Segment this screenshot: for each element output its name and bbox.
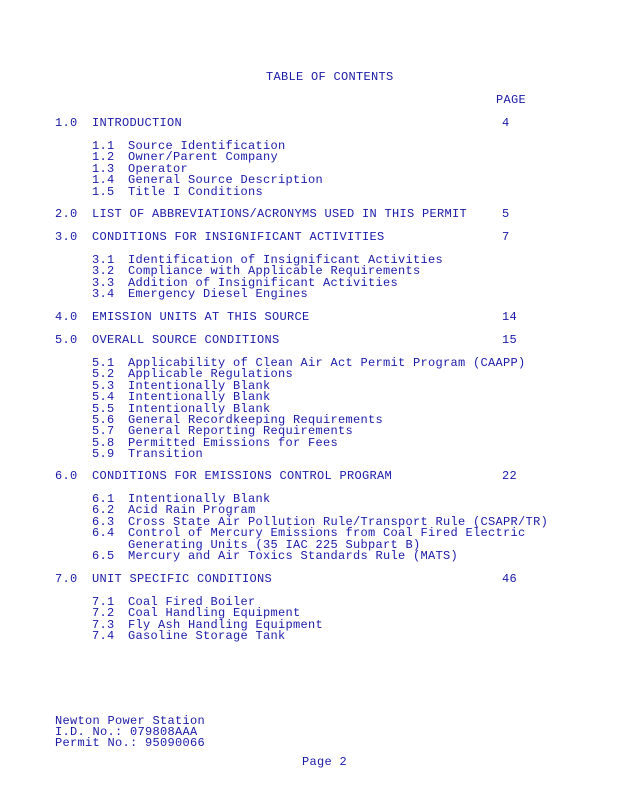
subsection-title: General Reporting Requirements xyxy=(128,424,354,439)
subsection-number: 6.4 xyxy=(92,526,115,541)
section-number: 1.0 xyxy=(55,116,78,130)
subsection-number: 6.1 xyxy=(92,492,115,506)
section-page: 4 xyxy=(502,116,510,130)
subsection-number: 7.3 xyxy=(92,617,115,632)
subsection-title: Title I Conditions xyxy=(128,184,264,199)
subsection-number: 1.2 xyxy=(92,150,115,165)
section-number: 7.0 xyxy=(55,572,78,586)
subsection-title: Emergency Diesel Engines xyxy=(128,287,309,302)
subsection-title: Identification of Insignificant Activities xyxy=(128,253,444,267)
subsection-title: Intentionally Blank xyxy=(128,378,271,393)
footer-permit-no: Permit No.: 95090066 xyxy=(55,736,206,750)
subsection-number: 3.1 xyxy=(92,253,115,267)
subsection-number: 6.3 xyxy=(92,514,115,529)
subsection-title: Operator xyxy=(128,161,189,176)
subsection-number: 6.2 xyxy=(92,503,115,518)
subsection-title: Intentionally Blank xyxy=(128,401,271,416)
subsection-title: Permitted Emissions for Fees xyxy=(128,435,339,450)
section-title: INTRODUCTION xyxy=(92,116,183,130)
section-number: 6.0 xyxy=(55,469,78,483)
subsection-title: Gasoline Storage Tank xyxy=(128,629,286,644)
subsection-number: 7.2 xyxy=(92,606,115,621)
subsection-number: 1.1 xyxy=(92,139,115,153)
subsection-title: Addition of Insignificant Activities xyxy=(128,275,399,290)
section-page: 46 xyxy=(502,572,518,586)
subsection-title: Applicable Regulations xyxy=(128,367,294,382)
subsection-number: 3.2 xyxy=(92,264,115,279)
subsection-number: 5.2 xyxy=(92,367,115,382)
section-title: OVERALL SOURCE CONDITIONS xyxy=(92,333,280,347)
section-number: 5.0 xyxy=(55,333,78,347)
subsection-title: Mercury and Air Toxics Standards Rule (MATS) xyxy=(128,549,459,563)
subsection-title: Cross State Air Pollution Rule/Transport Rule (CSAPR/TR) xyxy=(128,514,549,529)
toc-title: TABLE OF CONTENTS xyxy=(266,70,394,84)
subsection-title: Owner/Parent Company xyxy=(128,150,279,165)
subsection-number: 5.3 xyxy=(92,378,115,393)
section-title: CONDITIONS FOR EMISSIONS CONTROL PROGRAM xyxy=(92,469,393,483)
subsection-number: 3.3 xyxy=(92,275,115,290)
subsection-title: Transition xyxy=(128,447,204,462)
footer-station: Newton Power Station xyxy=(55,714,206,728)
subsection-number: 5.9 xyxy=(92,447,115,462)
subsection-number: 5.8 xyxy=(92,435,115,450)
subsection-number: 1.4 xyxy=(92,173,115,188)
page-column-header: PAGE xyxy=(496,93,527,107)
subsection-title: General Recordkeeping Requirements xyxy=(128,413,384,427)
subsection-number: 5.4 xyxy=(92,390,115,405)
section-title: EMISSION UNITS AT THIS SOURCE xyxy=(92,310,310,324)
subsection-title: Fly Ash Handling Equipment xyxy=(128,617,324,632)
footer-id-no: I.D. No.: 079808AAA xyxy=(55,725,198,739)
subsection-number: 3.4 xyxy=(92,287,115,302)
section-number: 3.0 xyxy=(55,230,78,244)
subsection-title: Intentionally Blank xyxy=(128,492,271,506)
subsection-number: 5.7 xyxy=(92,424,115,439)
section-number: 2.0 xyxy=(55,207,78,221)
section-page: 5 xyxy=(502,207,510,221)
subsection-title: General Source Description xyxy=(128,173,324,188)
footer-page-label: Page 2 xyxy=(302,755,348,769)
subsection-number: 6.5 xyxy=(92,549,115,563)
subsection-title: Acid Rain Program xyxy=(128,503,256,518)
subsection-number: 5.1 xyxy=(92,356,115,370)
subsection-number: 7.1 xyxy=(92,595,115,609)
subsection-number: 5.6 xyxy=(92,413,115,427)
section-title: CONDITIONS FOR INSIGNIFICANT ACTIVITIES xyxy=(92,230,385,244)
subsection-title-cont: Generating Units (35 IAC 225 Subpart B) xyxy=(128,537,421,552)
subsection-title: Coal Handling Equipment xyxy=(128,606,301,621)
section-page: 22 xyxy=(502,469,518,483)
section-page: 14 xyxy=(502,310,518,324)
subsection-title: Applicability of Clean Air Act Permit Program (CAAPP) xyxy=(128,356,526,370)
section-number: 4.0 xyxy=(55,310,78,324)
subsection-title: Control of Mercury Emissions from Coal Fired Electric xyxy=(128,526,526,541)
subsection-title: Intentionally Blank xyxy=(128,390,271,405)
section-title: UNIT SPECIFIC CONDITIONS xyxy=(92,572,273,586)
section-title: LIST OF ABBREVIATIONS/ACRONYMS USED IN THIS PERMIT xyxy=(92,207,468,221)
subsection-number: 5.5 xyxy=(92,401,115,416)
subsection-number: 1.5 xyxy=(92,184,115,199)
subsection-title: Coal Fired Boiler xyxy=(128,595,256,609)
section-page: 15 xyxy=(502,333,518,347)
subsection-title: Compliance with Applicable Requirements xyxy=(128,264,421,279)
section-page: 7 xyxy=(502,230,510,244)
subsection-number: 7.4 xyxy=(92,629,115,644)
subsection-title: Source Identification xyxy=(128,139,286,153)
subsection-number: 1.3 xyxy=(92,161,115,176)
